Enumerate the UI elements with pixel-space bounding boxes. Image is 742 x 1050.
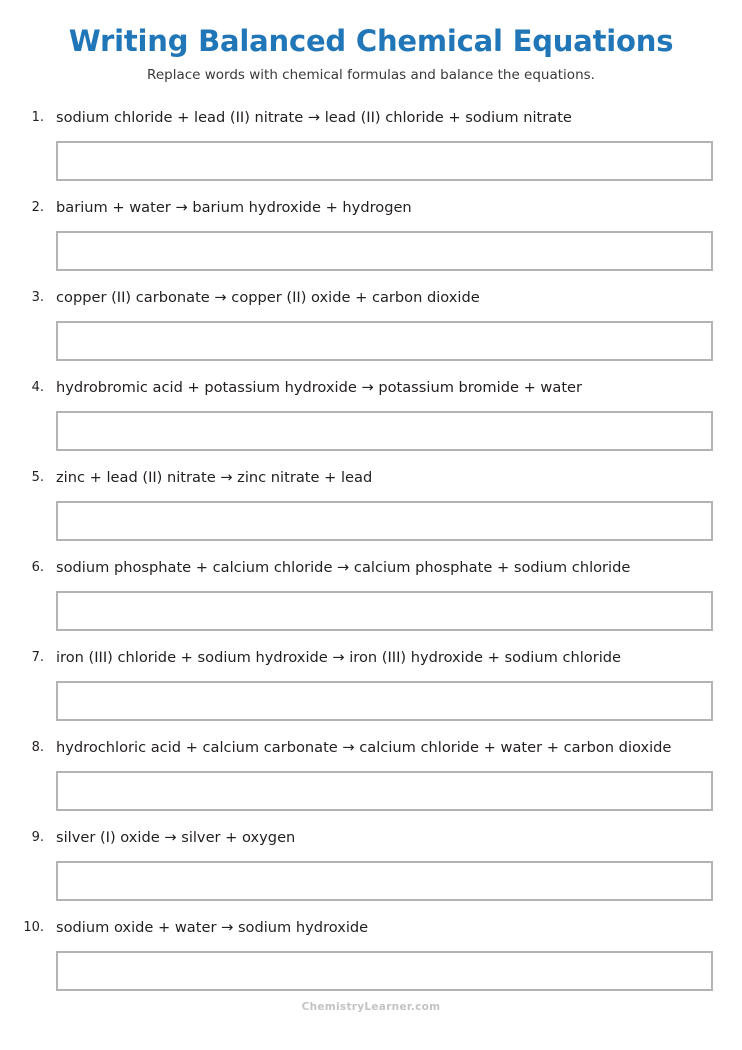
question-row <box>31 107 713 133</box>
question-text: sodium chloride + lead (II) nitrate → lead (II) chloride + sodium nitrate <box>56 109 572 127</box>
answer-input[interactable] <box>56 771 713 811</box>
question-text: zinc + lead (II) nitrate → zinc nitrate + lead <box>56 469 373 487</box>
question-number: 9. <box>31 830 44 846</box>
question-number: 4. <box>31 380 44 396</box>
question-row <box>31 467 713 493</box>
question-item <box>0 197 742 287</box>
site-credit: ChemistryLearner.com <box>301 1001 441 1013</box>
answer-input[interactable] <box>56 321 713 361</box>
question-row <box>31 377 713 403</box>
question-text: silver (I) oxide → silver + oxygen <box>56 829 296 847</box>
question-item <box>0 647 742 737</box>
answer-input[interactable] <box>56 141 713 181</box>
page-title: Writing Balanced Chemical Equations <box>68 24 674 58</box>
page-subtitle: Replace words with chemical formulas and balance the equations. <box>147 66 595 83</box>
question-number: 2. <box>31 200 44 216</box>
question-text: sodium oxide + water → sodium hydroxide <box>56 919 369 937</box>
question-text: hydrochloric acid + calcium carbonate → calcium chloride + water + carbon dioxide <box>56 739 672 757</box>
answer-input[interactable] <box>56 591 713 631</box>
question-number: 5. <box>31 470 44 486</box>
question-number: 6. <box>31 560 44 576</box>
question-number: 3. <box>31 290 44 306</box>
worksheet-footer <box>0 995 742 1014</box>
answer-input[interactable] <box>56 681 713 721</box>
question-row <box>31 557 713 583</box>
question-row <box>31 287 713 313</box>
question-row <box>31 827 713 853</box>
question-item <box>0 467 742 557</box>
question-row <box>31 197 713 223</box>
question-text: copper (II) carbonate → copper (II) oxide + carbon dioxide <box>56 289 480 307</box>
question-item <box>0 737 742 827</box>
question-item <box>0 107 742 197</box>
question-number: 1. <box>31 110 44 126</box>
question-item <box>0 557 742 647</box>
question-text: hydrobromic acid + potassium hydroxide → potassium bromide + water <box>56 379 583 397</box>
question-row <box>23 917 713 943</box>
answer-input[interactable] <box>56 231 713 271</box>
question-text: sodium phosphate + calcium chloride → calcium phosphate + sodium chloride <box>56 559 631 577</box>
question-row <box>31 737 713 763</box>
question-item <box>0 287 742 377</box>
question-item <box>0 917 742 1007</box>
question-text: iron (III) chloride + sodium hydroxide → iron (III) hydroxide + sodium chloride <box>56 649 621 667</box>
question-item <box>0 377 742 467</box>
question-row <box>31 647 713 673</box>
question-number: 10. <box>23 920 44 936</box>
answer-input[interactable] <box>56 501 713 541</box>
answer-input[interactable] <box>56 951 713 991</box>
question-item <box>0 827 742 917</box>
question-text: barium + water → barium hydroxide + hydrogen <box>56 199 412 217</box>
answer-input[interactable] <box>56 861 713 901</box>
question-number: 8. <box>31 740 44 756</box>
answer-input[interactable] <box>56 411 713 451</box>
question-list <box>0 107 742 1007</box>
question-number: 7. <box>31 650 44 666</box>
worksheet-header <box>0 0 742 83</box>
